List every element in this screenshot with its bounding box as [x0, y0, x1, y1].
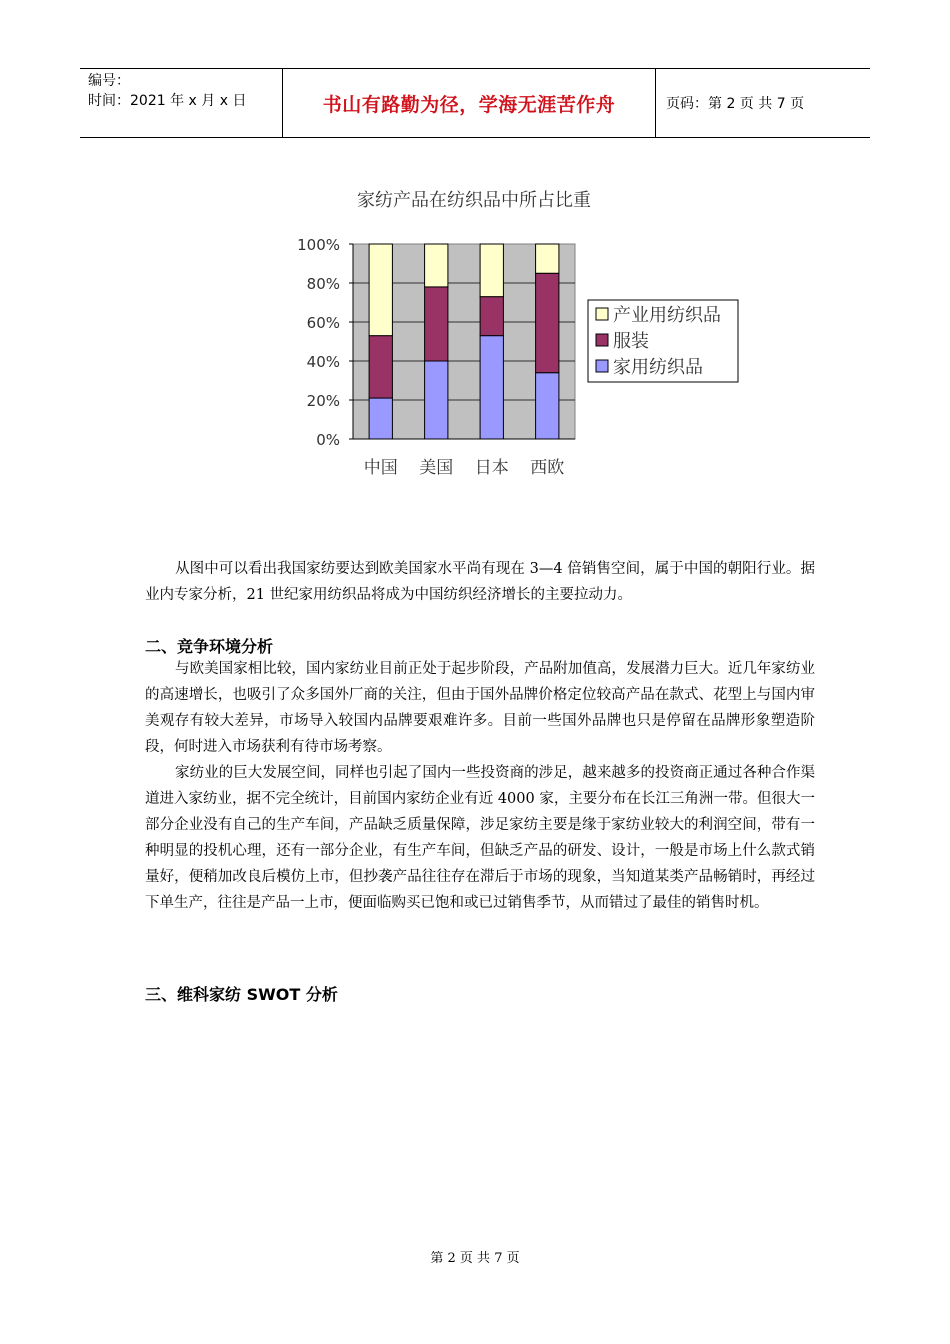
- bar-segment: [369, 336, 392, 398]
- x-category-label: 中国: [363, 458, 398, 478]
- y-tick-label: 60%: [306, 314, 340, 332]
- bar-segment: [425, 244, 448, 287]
- paragraph-3: [145, 760, 815, 916]
- y-tick-label: 20%: [306, 392, 340, 410]
- header-number: 编号：: [88, 73, 130, 89]
- stacked-bar-chart: [290, 180, 750, 490]
- chart-svg: [290, 180, 750, 490]
- bar-segment: [480, 244, 503, 297]
- paragraph-2-text: 与欧美国家相比较，国内家纺业目前正处于起步阶段，产品附加值高，发展潜力巨大。近几年家纺业的高速增长，也吸引了众多国外厂商的关注，但由于国外品牌价格定位较高产品在款式、花型上与国内审美观存有较大差异，市场导入较国内品牌要艰难许多。目前一些国外品牌也只是停留在品牌形象塑造阶段，何时进入市场获利有待市场考察。: [145, 661, 815, 755]
- header-time: 时间：2021 年 x 月 x 日: [88, 93, 247, 109]
- header-meta: [80, 69, 283, 137]
- bar-segment: [369, 398, 392, 439]
- y-tick-label: 40%: [306, 353, 340, 371]
- paragraph-1-text: 从图中可以看出我国家纺要达到欧美国家水平尚有现在 3—4 倍销售空间，属于中国的朝阳行业。据业内专家分析，21 世纪家用纺织品将成为中国纺织经济增长的主要拉动力。: [145, 561, 815, 603]
- header-motto: 书山有路勤为径，学海无涯苦作舟: [283, 69, 656, 137]
- y-tick-label: 0%: [316, 431, 340, 449]
- bar-segment: [425, 361, 448, 439]
- legend-swatch: [596, 334, 608, 346]
- section-2-title: 二、竞争环境分析: [145, 637, 274, 656]
- legend-label: 服装: [613, 331, 649, 352]
- bar-segment: [480, 297, 503, 336]
- y-tick-label: 100%: [297, 236, 340, 254]
- y-tick-label: 80%: [306, 275, 340, 293]
- legend-swatch: [596, 308, 608, 320]
- bar-segment: [369, 244, 392, 336]
- legend-label: 家用纺织品: [613, 357, 703, 378]
- paragraph-1: [145, 556, 815, 608]
- bar-segment: [536, 373, 559, 439]
- bar-segment: [425, 287, 448, 361]
- page-header: [80, 68, 870, 138]
- legend-swatch: [596, 360, 608, 372]
- header-page-code: 页码：第 2 页 共 7 页: [666, 96, 805, 112]
- bar-segment: [480, 336, 503, 439]
- chart-title: 家纺产品在纺织品中所占比重: [357, 190, 591, 211]
- legend-label: 产业用纺织品: [613, 305, 721, 326]
- page-footer: 第 2 页 共 7 页: [430, 1251, 520, 1266]
- bar-segment: [536, 273, 559, 372]
- bar-segment: [536, 244, 559, 273]
- paragraph-3-text: 家纺业的巨大发展空间，同样也引起了国内一些投资商的涉足，越来越多的投资商正通过各种合作渠道进入家纺业，据不完全统计，目前国内家纺企业有近 4000 家，主要分布在长江三角洲一带。但很大一部分企业没有自己的生产车间，产品缺乏质量保障，涉足家纺主要是缘于家纺业较大的利润空间，带有一种明显的投机心理，还有一部分企业，有生产车间，但缺乏产品的研发、设计，一般是市场上什么款式销量好，便稍加改良后模仿上市，但抄袭产品往往存在滞后于市场的现象，当知道某类产品畅销时，再经过下单生产，往往是产品一上市，便面临购买已饱和或已过销售季节，从而错过了最佳的销售时机。: [145, 765, 815, 911]
- section-3-title: 三、维科家纺 SWOT 分析: [145, 985, 338, 1004]
- x-category-label: 日本: [474, 458, 509, 478]
- x-category-label: 西欧: [530, 458, 565, 478]
- x-category-label: 美国: [419, 458, 454, 478]
- paragraph-2: [145, 656, 815, 760]
